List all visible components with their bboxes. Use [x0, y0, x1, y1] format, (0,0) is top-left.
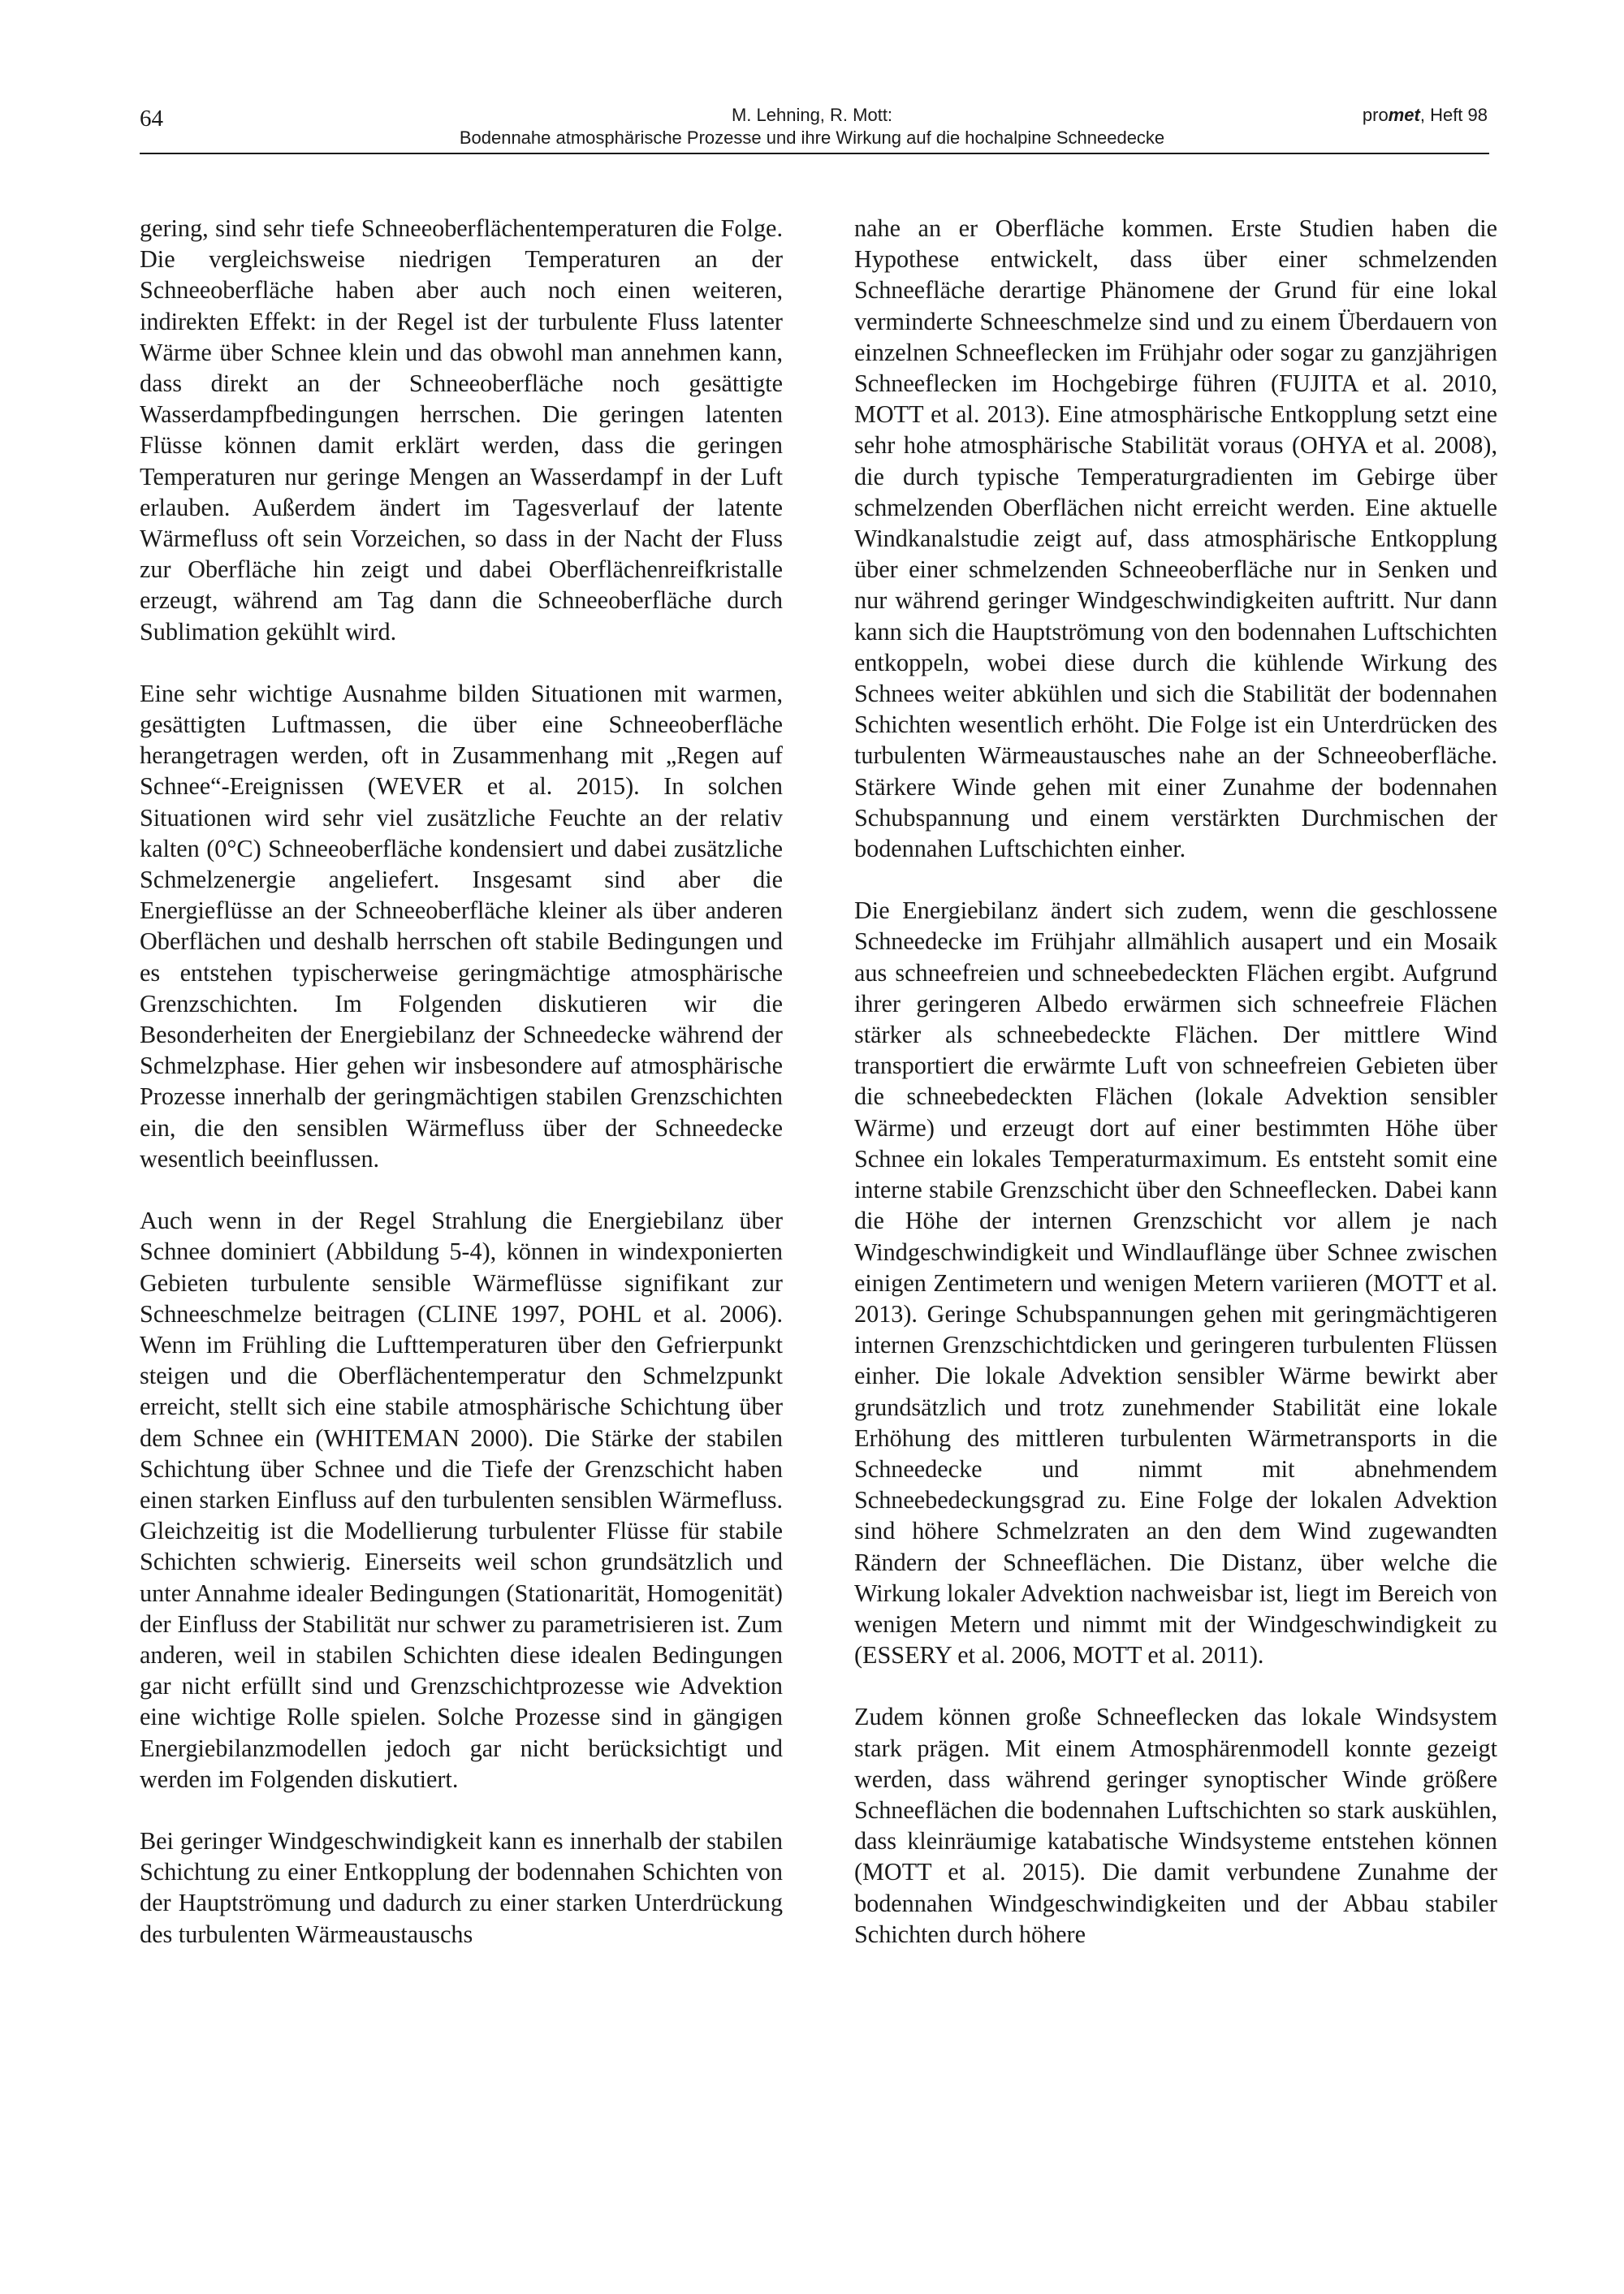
header-authors: M. Lehning, R. Mott:: [731, 105, 893, 125]
journal-prefix: pro: [1362, 105, 1389, 125]
journal-issue: , Heft 98: [1419, 105, 1488, 125]
paragraph: Auch wenn in der Regel Strahlung die Energiebilanz über Schnee dominiert (Abbildung 5-4), können in windexponierten Gebieten turbulente sensible Wärmeflüsse signifikant zur Schneeschmelze beitragen (CLINE 1997, POHL et al. 2006). Wenn im Frühling die Lufttemperaturen über den Gefrierpunkt steigen und die Oberflächentemperatur den Schmelzpunkt erreicht, stellt sich eine stabile atmosphärische Schichtung über dem Schnee ein (WHITEMAN 2000). Die Stärke der stabilen Schichtung über Schnee und die Tiefe der Grenzschicht haben einen starken Einfluss auf den turbulenten sensiblen Wärmefluss. Gleichzeitig ist die Modellierung turbulenter Flüsse für stabile Schichten schwierig. Einerseits weil schon grundsätzlich und unter Annahme idealer Bedingungen (Stationarität, Homogenität) der Einfluss der Stabilität nur schwer zu parametrisieren ist. Zum anderen, weil in stabilen Schichten diese idealen Bedingungen gar nicht erfüllt sind und Grenzschichtprozesse wie Advektion eine wichtige Rolle spielen. Solche Prozesse sind in gängigen Energiebilanzmodellen jedoch gar nicht berücksichtigt und werden im Folgenden diskutiert.: [140, 1207, 783, 1793]
paragraph: Eine sehr wichtige Ausnahme bilden Situationen mit warmen, gesättigten Luftmassen, die über eine Schneeoberfläche herangetragen werden, oft in Zusammenhang mit „Regen auf Schnee“-Ereignissen (WEVER et al. 2015). In solchen Situationen wird sehr viel zusätzliche Feuchte an der relativ kalten (0°C) Schneeoberfläche kondensiert und dabei zusätzliche Schmelzenergie angeliefert. Insgesamt sind aber die Energieflüsse an der Schneeoberfläche kleiner als über anderen Oberflächen und deshalb herrschen oft stabile Bedingungen und es entstehen typischerweise geringmächtige atmosphärische Grenzschichten. Im Folgenden diskutieren wir die Besonderheiten der Energiebilanz der Schneedecke während der Schmelzphase. Hier gehen wir insbesondere auf atmosphärische Prozesse innerhalb der geringmächtigen stabilen Grenzschichten ein, die den sensiblen Wärmefluss über der Schneedecke wesentlich beeinflussen.: [140, 679, 783, 1173]
paragraph: gering, sind sehr tiefe Schneeoberflächentemperaturen die Folge. Die vergleichsweise niedrigen Temperaturen an der Schneeoberfläche haben aber auch noch einen weiteren, indirekten Effekt: in der Regel ist der turbulente Fluss latenter Wärme über Schnee klein und das obwohl man annehmen kann, dass direkt an der Schneeoberfläche noch gesättigte Wasserdampfbedingungen herrschen. Die geringen latenten Flüsse können damit erklärt werden, dass die geringen Temperaturen nur geringe Mengen an Wasserdampf in der Luft erlauben. Außerdem ändert im Tagesverlauf der latente Wärmefluss oft sein Vorzeichen, so dass in der Nacht der Fluss zur Oberfläche hin zeigt und dabei Oberflächenreifkristalle erzeugt, während am Tag dann die Schneeoberfläche durch Sublimation gekühlt wird.: [140, 214, 783, 646]
right-text-column: [854, 213, 1497, 1981]
running-header: [325, 104, 1299, 149]
journal-brand: met: [1388, 105, 1420, 125]
header-divider: [140, 153, 1489, 154]
paragraph: Bei geringer Windgeschwindigkeit kann es innerhalb der stabilen Schichtung zu einer Entkopplung der bodennahen Schichten von der Hauptströmung und dadurch zu einer starken Unterdrückung des turbulenten Wärmeaustauschs: [140, 1826, 783, 1948]
left-text-column: [140, 213, 783, 1981]
journal-reference: [1363, 104, 1488, 127]
paragraph: nahe an er Oberfläche kommen. Erste Studien haben die Hypothese entwickelt, dass über einer schmelzenden Schneefläche derartige Phänomene der Grund für eine lokal verminderte Schneeschmelze sind und zu einem Überdauern von einzelnen Schneeflecken im Frühjahr oder sogar zu ganzjährigen Schneeflecken im Hochgebirge führen (FUJITA et al. 2010, MOTT et al. 2013). Eine atmosphärische Entkopplung setzt eine sehr hohe atmosphärische Stabilität voraus (OHYA et al. 2008), die durch typische Temperaturgradienten im Gebirge über schmelzenden Oberflächen nicht erreicht werden. Eine aktuelle Windkanalstudie zeigt auf, dass atmosphärische Entkopplung über einer schmelzenden Schneeoberfläche nur in Senken und nur während geringer Windgeschwindigkeiten auftritt. Nur dann kann sich die Hauptströmung von den bodennahen Luftschichten entkoppeln, wobei diese durch die kühlende Wirkung des Schnees weiter abkühlen und sich die Stabilität der bodennahen Schichten wesentlich erhöht. Die Folge ist ein Unterdrücken des turbulenten Wärmeaustausches nahe an der Schneeoberfläche. Stärkere Winde gehen mit einer Zunahme der bodennahen Schubspannung und einem verstärkten Durchmischen der bodennahen Luftschichten einher.: [854, 214, 1497, 863]
header-article-title: Bodennahe atmosphärische Prozesse und ihre Wirkung auf die hochalpine Schneedecke: [459, 127, 1165, 148]
paragraph: Zudem können große Schneeflecken das lokale Windsystem stark prägen. Mit einem Atmosphärenmodell konnte gezeigt werden, dass während geringer synoptischer Winde größere Schneeflächen die bodennahen Luftschichten so stark auskühlen, dass kleinräumige katabatische Windsysteme entstehen können (MOTT et al. 2015). Die damit verbundene Zunahme der bodennahen Windgeschwindigkeiten und der Abbau stabiler Schichten durch höhere: [854, 1703, 1497, 1948]
paragraph: Die Energiebilanz ändert sich zudem, wenn die geschlossene Schneedecke im Frühjahr allmählich ausapert und ein Mosaik aus schneefreien und schneebedeckten Flächen ergibt. Aufgrund ihrer geringeren Albedo erwärmen sich schneefreie Flächen stärker als schneebedeckte Flächen. Der mittlere Wind transportiert die erwärmte Luft von schneefreien Gebieten über die schneebedeckten Flächen (lokale Advektion sensibler Wärme) und erzeugt dort auf einer bestimmten Höhe über Schnee ein lokales Temperaturmaximum. Es entsteht somit eine interne stabile Grenzschicht über den Schneeflecken. Dabei kann die Höhe der internen Grenzschicht vor allem je nach Windgeschwindigkeit und Windlauflänge über Schnee zwischen einigen Zentimetern und wenigen Metern variieren (MOTT et al. 2013). Geringe Schubspannungen gehen mit geringmächtigeren internen Grenzschichtdicken und geringeren turbulenten Flüssen einher. Die lokale Advektion sensibler Wärme bewirkt aber grundsätzlich und trotz zunehmender Stabilität eine lokale Erhöhung des mittleren turbulenten Wärmetransports in die Schneedecke und nimmt mit abnehmendem Schneebedeckungsgrad zu. Eine Folge der lokalen Advektion sind höhere Schmelzraten an den dem Wind zugewandten Rändern der Schneeflächen. Die Distanz, über welche die Wirkung lokaler Advektion nachweisbar ist, liegt im Bereich von wenigen Metern und nimmt mit der Windgeschwindigkeit zu (ESSERY et al. 2006, MOTT et al. 2011).: [854, 896, 1497, 1670]
page-number: 64: [140, 106, 163, 132]
